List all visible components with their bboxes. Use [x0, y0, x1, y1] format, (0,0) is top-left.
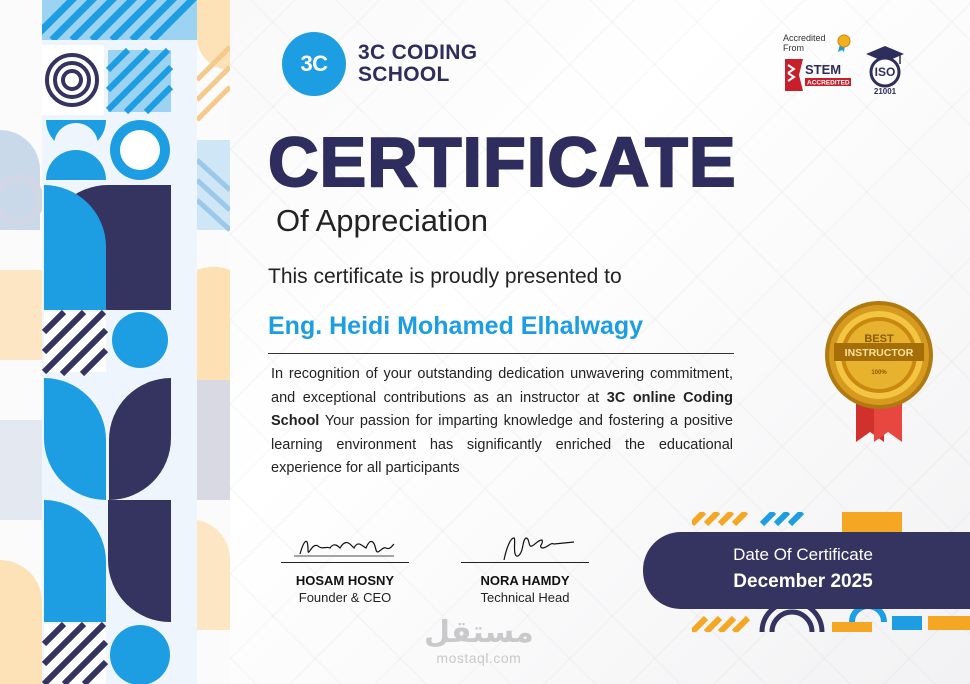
medal-icon [836, 34, 852, 52]
stem-sub-text: ACCREDITED [807, 79, 850, 87]
accreditation-label-line-2: From [783, 43, 804, 53]
signer-role: Founder & CEO [298, 590, 392, 605]
best-instructor-badge [822, 298, 936, 444]
signer-name: NORA HAMDY [480, 573, 570, 588]
signer-role: Technical Head [480, 590, 570, 605]
certificate-title: CERTIFICATE [268, 123, 737, 201]
divider [268, 353, 734, 354]
logo-line-1: 3C CODING [358, 41, 478, 64]
signature-line [281, 562, 409, 563]
body-text-start: In recognition of your outstanding dedication unwavering commitment, and exceptional contributions as an instructor at [271, 366, 733, 406]
badge-line-1: BEST [864, 333, 894, 345]
badge-line-2: INSTRUCTOR [844, 347, 914, 359]
recipient-name: Eng. Heidi Mohamed Elhalwagy [268, 312, 644, 340]
iso-number: 21001 [873, 87, 897, 96]
school-logo [282, 32, 477, 96]
watermark-arabic: مستقل [424, 615, 534, 650]
certificate-body [271, 363, 733, 481]
date-label: Date Of Certificate [733, 545, 873, 564]
stem-accredited-badge [783, 57, 853, 93]
badge-line-3: 100% [871, 370, 887, 376]
signature-block-technical-head [450, 532, 600, 606]
iso-badge [862, 42, 908, 96]
stem-text: STEM [805, 62, 842, 77]
body-text-school: 3C online Coding School [271, 389, 733, 429]
presented-to-text: This certificate is proudly presented to [268, 265, 622, 288]
accreditation-label-line-1: Accredited [783, 33, 826, 43]
iso-text: ISO [874, 65, 896, 79]
logo-mark: 3C [282, 32, 346, 96]
watermark-url: mostaql.com [436, 650, 522, 666]
handwritten-signature [470, 532, 580, 562]
logo-text [358, 42, 477, 86]
date-value: December 2025 [733, 571, 873, 592]
watermark [424, 616, 534, 666]
accreditation-label [783, 33, 826, 53]
signer-name: HOSAM HOSNY [295, 573, 395, 588]
signature-block-ceo [270, 532, 420, 606]
handwritten-signature [290, 532, 400, 562]
date-panel [643, 532, 970, 609]
logo-line-2: SCHOOL [358, 63, 450, 86]
signature-line [461, 562, 589, 563]
certificate-subtitle: Of Appreciation [276, 203, 488, 238]
decorative-band [42, 0, 197, 684]
body-text-end: Your passion for imparting knowledge and fostering a positive learning environment has significantly enriched the educational experience for all participants [271, 413, 733, 476]
